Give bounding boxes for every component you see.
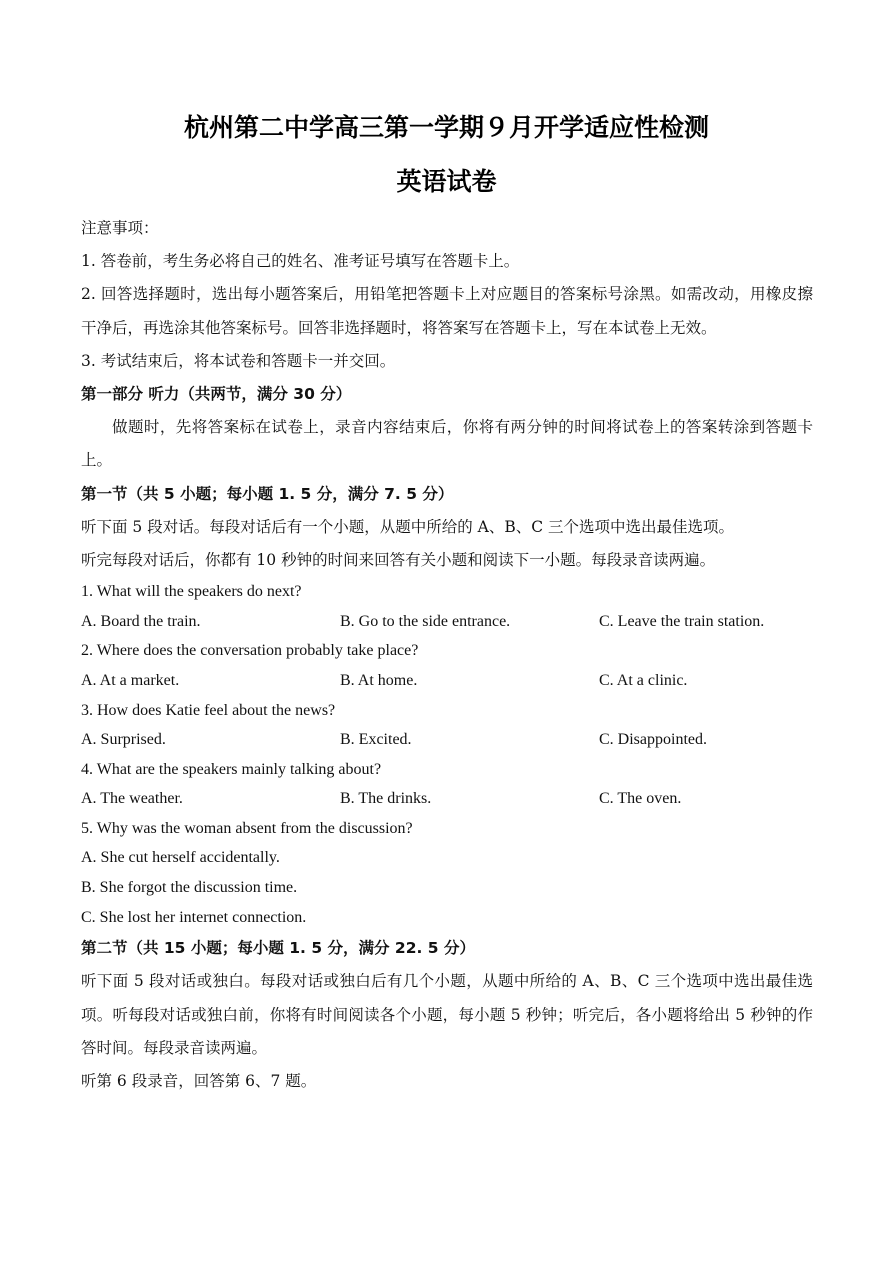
- notice-item-2: 2. 回答选择题时，选出每小题答案后，用铅笔把答题卡上对应题目的答案标号涂黑。如需改动，用橡皮擦干净后，再选涂其他答案标号。回答非选择题时，将答案写在答题卡上，写在本试卷上无效。: [81, 285, 813, 337]
- page-subtitle: 英语试卷: [396, 167, 497, 196]
- question-3-option-b: B. Excited.: [340, 731, 412, 749]
- question-3-option-c: C. Disappointed.: [599, 731, 707, 749]
- section1-heading: 第一节（共 5 小题；每小题 1. 5 分，满分 7. 5 分）: [81, 484, 454, 503]
- question-4-stem: 4. What are the speakers mainly talking about?: [81, 760, 382, 778]
- question-5-stem: 5. Why was the woman absent from the discussion?: [81, 819, 413, 837]
- question-3-option-a: A. Surprised.: [81, 731, 166, 749]
- question-1-option-c: C. Leave the train station.: [599, 612, 765, 630]
- question-1-options: [81, 607, 813, 637]
- question-5-option-b: B. She forgot the discussion time.: [81, 879, 298, 897]
- question-2-option-b: B. At home.: [340, 671, 418, 689]
- question-4-option-c: C. The oven.: [599, 790, 682, 808]
- section2-heading: 第二节（共 15 小题；每小题 1. 5 分，满分 22. 5 分）: [81, 939, 475, 958]
- question-2-options: [81, 666, 813, 696]
- question-1-option-a: A. Board the train.: [81, 612, 201, 630]
- page-title: 杭州第二中学高三第一学期９月开学适应性检测: [183, 113, 709, 142]
- notice-item-1: 1. 答卷前，考生务必将自己的姓名、准考证号填写在答题卡上。: [81, 252, 520, 271]
- question-1-stem: 1. What will the speakers do next?: [81, 583, 302, 601]
- question-5-option-c: C. She lost her internet connection.: [81, 908, 307, 926]
- section2-instruction: 听下面 5 段对话或独白。每段对话或独白后有几个小题，从题中所给的 A、B、C 三个选项中选出最佳选项。听每段对话或独白前，你将有时间阅读各个小题，每小题 5 秒钟；听完后，各小题将给出 5 秒钟的作答时间。每段录音读两遍。: [81, 972, 813, 1057]
- section2-audio-6: 听第 6 段录音，回答第 6、7 题。: [81, 1072, 317, 1091]
- question-2-option-a: A. At a market.: [81, 671, 180, 689]
- part1-heading: 第一部分 听力（共两节，满分 30 分）: [81, 384, 352, 403]
- question-3-stem: 3. How does Katie feel about the news?: [81, 701, 336, 719]
- question-4-option-b: B. The drinks.: [340, 790, 432, 808]
- section1-instruction-line1: 听下面 5 段对话。每段对话后有一个小题，从题中所给的 A、B、C 三个选项中选出最佳选项。: [81, 517, 735, 536]
- question-5-option-a: A. She cut herself accidentally.: [81, 849, 280, 867]
- question-2-option-c: C. At a clinic.: [599, 671, 688, 689]
- notice-heading: 注意事项：: [81, 219, 159, 237]
- exam-content: [81, 212, 813, 1098]
- question-1-option-b: B. Go to the side entrance.: [340, 612, 511, 630]
- notice-item-3: 3. 考试结束后，将本试卷和答题卡一并交回。: [81, 351, 396, 370]
- part1-intro: 做题时，先将答案标在试卷上，录音内容结束后，你将有两分钟的时间将试卷上的答案转涂到答题卡上。: [81, 418, 813, 470]
- question-3-options: [81, 725, 813, 755]
- question-4-option-a: A. The weather.: [81, 790, 183, 808]
- question-2-stem: 2. Where does the conversation probably take place?: [81, 642, 419, 660]
- section1-instruction-line2: 听完每段对话后，你都有 10 秒钟的时间来回答有关小题和阅读下一小题。每段录音读两遍。: [81, 550, 716, 569]
- question-4-options: [81, 784, 813, 814]
